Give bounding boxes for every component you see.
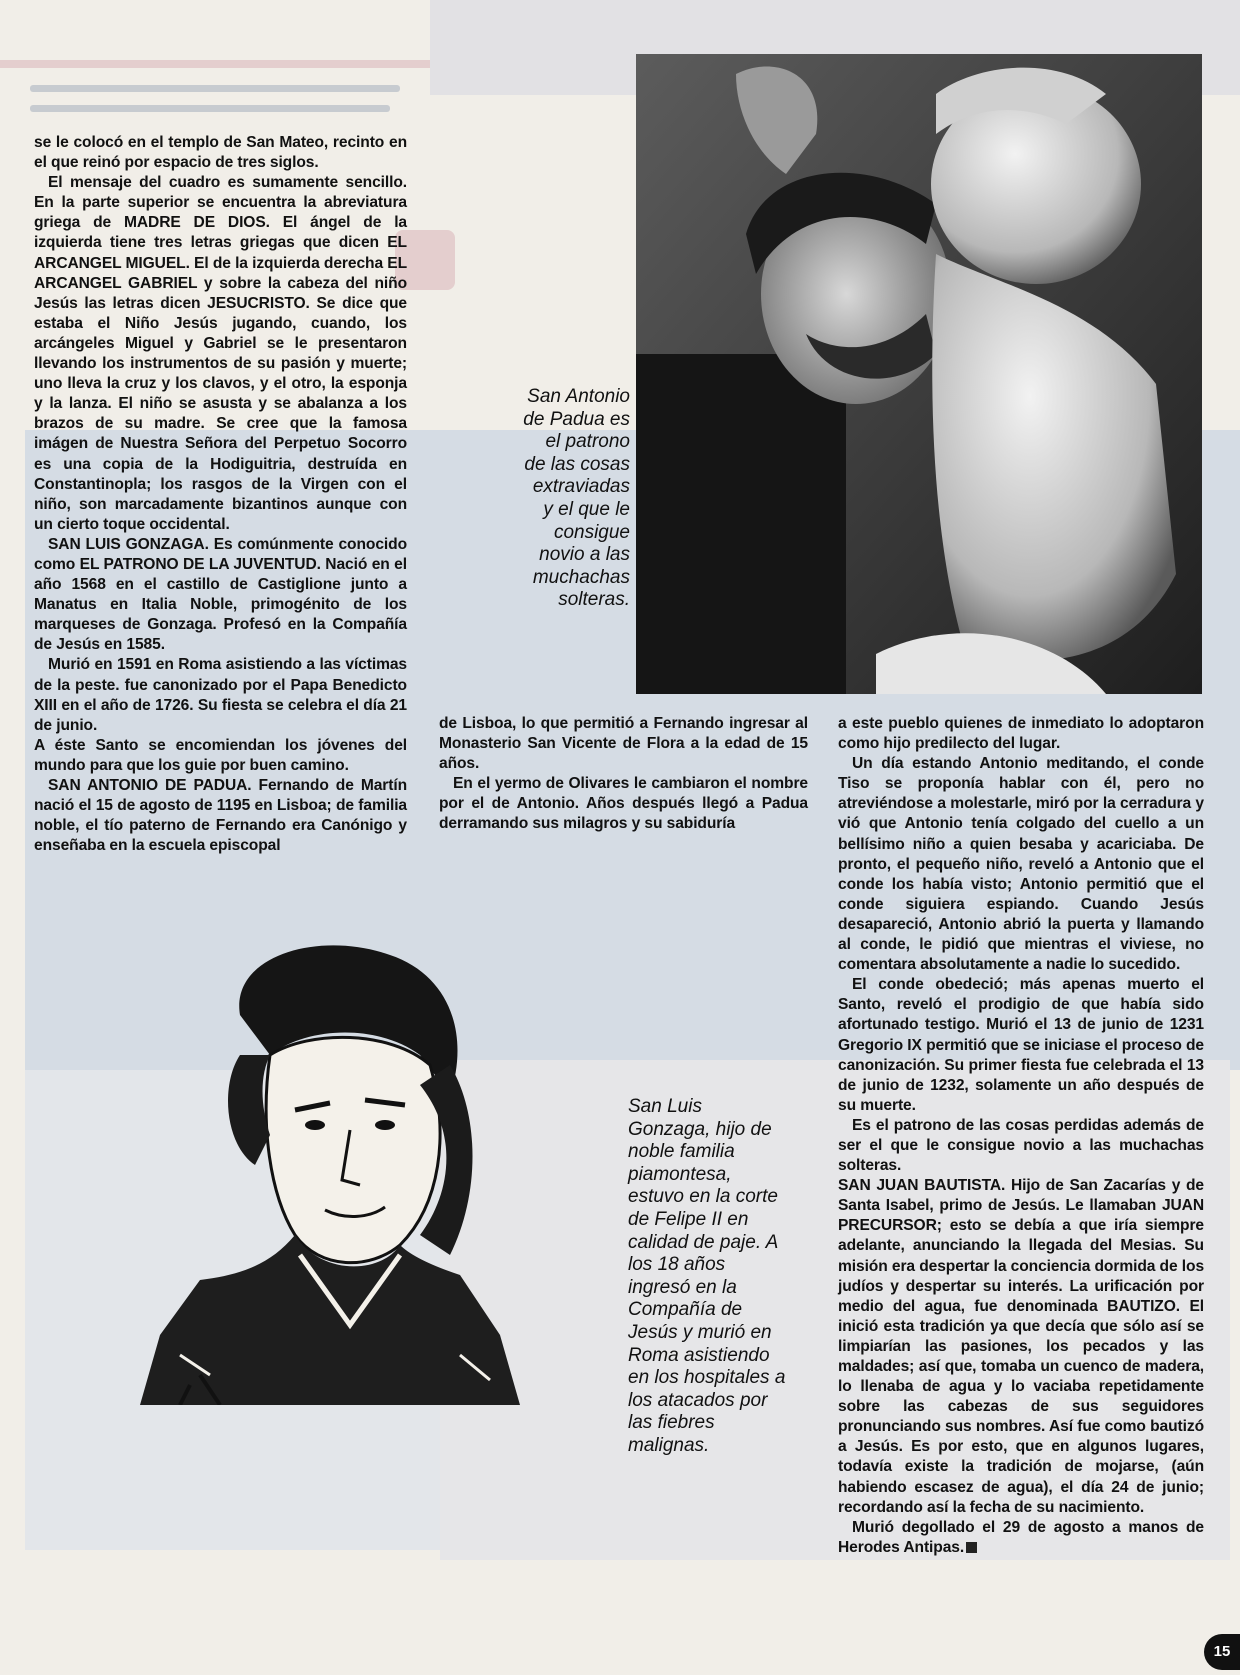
photo-illustration xyxy=(636,54,1202,694)
paragraph: En el yermo de Olivares le cambiaron el nombre por el de Antonio. Años después llegó a Padua derramando sus milagros y su sabiduría xyxy=(439,775,808,833)
photo-caption-san-antonio: San Antonio de Padua es el patrono de las cosas extraviadas y el que le consigue novio a las muchachas solteras. xyxy=(523,386,630,611)
paragraph: se le colocó en el templo de San Mateo, recinto en el que reinó por espacio de tres siglos. xyxy=(34,134,407,172)
bleed-red-band xyxy=(0,60,430,68)
paragraph: SAN LUIS GONZAGA. Es comúnmente conocido como EL PATRONO DE LA JUVENTUD. Nació en el año 1568 en el castillo de Castiglione junto a Manatus en Italia Noble, primogénito de los marqueses de Gonzaga. Profesó en la Compañía de Jesús en 1585. xyxy=(34,535,407,654)
paragraph: El mensaje del cuadro es sumamente sencillo. En la parte superior se encuentra la abreviatura griega de MADRE DE DIOS. El ángel de la izquierda tiene tres letras griegas que dicen EL ARCANGEL MIGUEL. El de la izquierda derecha EL ARCANGEL GABRIEL y sobre la cabeza del niño Jesús las letras dicen JESUCRISTO. Se dice que estaba el Niño Jesús jugando, cuando, los arcángeles Miguel y Gabriel se le presentaron llevando los instrumentos de su pasión y muerte; uno lleva la cruz y los clavos, y el otro, la esponja y la lanza. El niño se asusta y se abalanza a los brazos de su madre. Se cree que la famosa imágen de Nuestra Señora del Perpetuo Socorro es una copia de la Hodiguitria, destruída en Constantinopla; los rasgos de la Virgen con el niño, son marcadamente bizantinos aunque con un cierto toque occidental. xyxy=(34,174,407,533)
article-column-3 xyxy=(838,714,1204,1558)
article-column-2 xyxy=(439,714,808,835)
end-mark-icon xyxy=(966,1542,977,1553)
paragraph: El conde obedeció; más apenas muerto el Santo, reveló el prodigio de que había sido afortunado testigo. Murió el 13 de junio de 1231 Gregorio IX permitió que se iniciase el proceso de canonización. Su primer fiesta fue celebrada el 13 de junio de 1232, solamente un año después de su muerte. xyxy=(838,976,1204,1114)
page-number: 15 xyxy=(1204,1634,1240,1670)
paragraph-text: Murió degollado el 29 de agosto a manos de Herodes Antipas. xyxy=(838,1518,1204,1556)
paragraph: Un día estando Antonio meditando, el conde Tiso se proponía hablar con él, pero no atreviéndose a molestarle, miró por la cerradura y vió que Antonio tenía colgado del cuello a un bellísimo niño a quien besaba y acariciaba. De pronto, el pequeño niño, reveló a Antonio que el conde los había visto; Antonio permitió que el conde siguiera espiando. Cuando Jesús desapareció, Antonio abrió la puerta y llamando al conde, le pidió que mientras el viviese, no comentara absolutamente a nadie lo sucedido. xyxy=(838,755,1204,974)
engraving-caption-san-luis: San Luis Gonzaga, hijo de noble familia piamontesa, estuvo en la corte de Felipe II en calidad de paje. A los 18 años ingresó en la Compañía de Jesús y murió en Roma asistiendo en los hospitales a los atacados por las fiebres malignas. xyxy=(628,1096,786,1456)
engraving-san-luis-gonzaga xyxy=(120,935,540,1405)
bleed-line xyxy=(30,105,390,112)
paragraph: Es el patrono de las cosas perdidas además de ser el que le consigue novio a las muchachas solteras. xyxy=(838,1116,1204,1175)
paragraph: SAN ANTONIO DE PADUA. Fernando de Martín nació el 15 de agosto de 1195 en Lisboa; de familia noble, el tío paterno de Fernando era Canónigo y enseñaba en la escuela episcopal xyxy=(34,777,407,855)
engraving-illustration xyxy=(120,935,540,1405)
paragraph: A éste Santo se encomiendan los jóvenes del mundo para que los guie por buen camino. xyxy=(34,736,407,774)
bleed-line xyxy=(30,85,400,92)
paragraph: SAN JUAN BAUTISTA. Hijo de San Zacarías y de Santa Isabel, primo de Jesús. Le llamaban JUAN PRECURSOR; esto se debía a que iría siempre adelante, anunciando la llegada del Mesias. Su misión era despertar la conciencia dormida de los judíos y despertar su interés. La urificación por medio del agua, fue denominada BAUTIZO. El inició esta tradición ya que decía que sólo así se limpiarían las pasiones, los pecados y las maldades; así que, tomaba un cuenco de madera, lo llenaba de agua y lo vaciaba repetidamente sobre las cabezas de sus seguidores pronunciando sus nombres. Así fue como bautizó a Jesús. Es por esto, que en algunos lugares, todavía existe la tradición de mojarse, (aún habiendo escasez de agua), el día 24 de junio; recordando así la fecha de su nacimiento. xyxy=(838,1177,1205,1516)
paragraph: de Lisboa, lo que permitió a Fernando ingresar al Monasterio San Vicente de Flora a la edad de 15 años. xyxy=(439,715,808,773)
article-column-1 xyxy=(34,133,407,856)
paragraph: Murió en 1591 en Roma asistiendo a las víctimas de la peste. fue canonizado por el Papa Benedicto XIII en el año de 1726. Su fiesta se celebra el día 21 de junio. xyxy=(34,656,407,734)
photo-san-antonio-with-child xyxy=(636,54,1202,694)
paragraph: a este pueblo quienes de inmediato lo adoptaron como hijo predilecto del lugar. xyxy=(838,715,1204,753)
paragraph xyxy=(838,1518,1204,1558)
